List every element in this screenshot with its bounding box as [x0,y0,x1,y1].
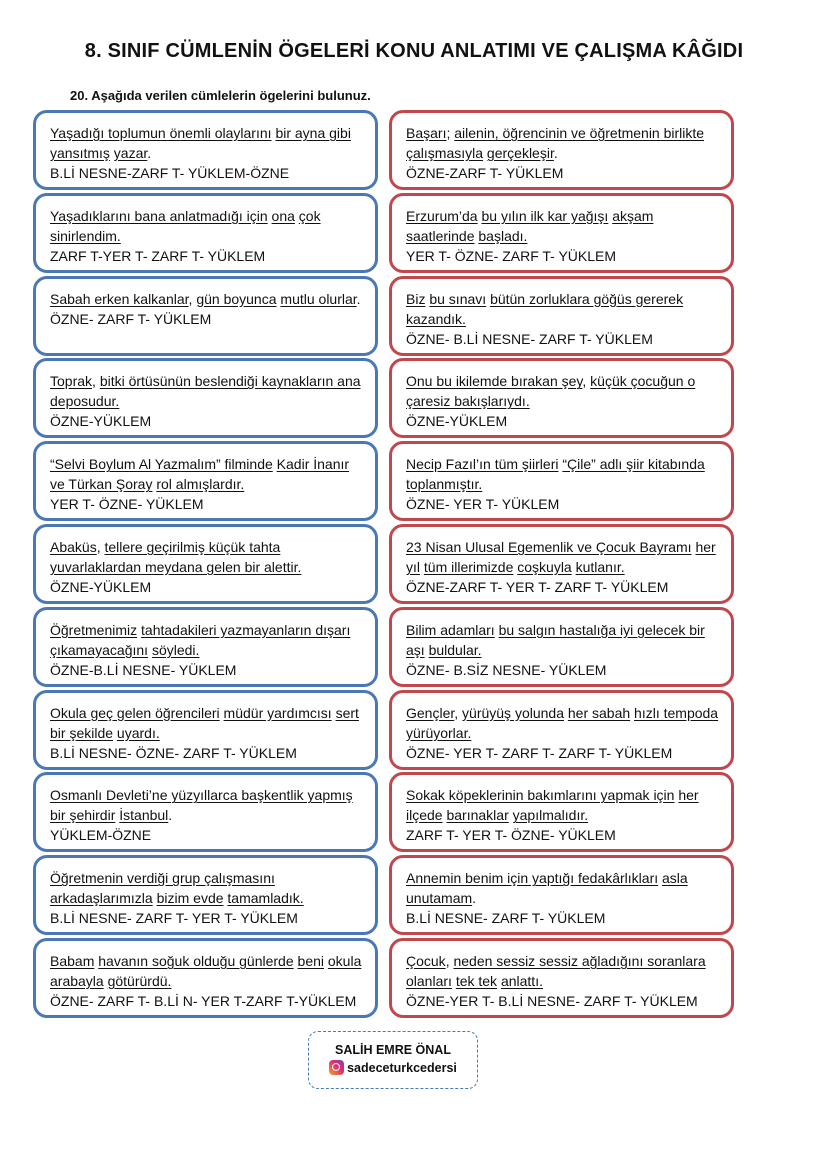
sentence-element: çok [298,207,321,224]
answer-text: ZARF T- YER T- ÖZNE- YÜKLEM [406,827,616,844]
sentence-element: olanları [406,973,452,989]
sentence-element: bütün zorluklara göğüs gererek [490,290,684,307]
social-handle-row [309,1060,477,1075]
sentence-element: arabayla [50,973,104,989]
left-sentence-box-8 [33,690,378,770]
page-title: 8. SINIF CÜMLENİN ÖGELERİ KONU ANLATIMI VE ÇALIŞMA KÂĞIDI [84,40,744,62]
sentence-element: buldular. [428,641,482,658]
left-sentence-box-3 [33,276,378,356]
sentence-text [50,785,363,825]
answer-text: ÖZNE- ZARF T- B.Lİ N- YER T-ZARF T-YÜKLEM [50,993,357,1009]
sentence-element: bizim evde [156,890,224,907]
answer-text: YÜKLEM-ÖZNE [50,827,152,844]
sentence-text [50,703,363,743]
sentence-element: söyledi. [151,641,200,658]
sentence-element: neden sessiz sessiz ağladığını soranlara [453,953,706,969]
sentence-element: uyardı. [116,724,160,741]
sentence-element: Yaşadıklarını bana anlatmadığı için [50,207,268,224]
sentence-element: Öğretmenimiz [50,621,138,638]
sentence-element: götürürdü. [107,973,172,989]
sentence-text [406,868,719,908]
sentence-element: Abaküs [50,539,97,555]
instagram-handle: sadeceturkcedersi [347,1060,457,1075]
sentence-element: bitki örtüsünün beslendiği kaynakların ana deposudur. [50,373,361,410]
sentence-text [406,951,719,991]
sentence-element: yapılmalıdır. [512,807,589,824]
right-sentence-box-4 [389,358,734,438]
answer-text: B.Lİ NESNE- ZARF T- YER T- YÜKLEM [50,910,298,927]
sentence-text [406,371,719,411]
sentence-element: Gençler [406,704,455,721]
sentence-separator: ; [446,125,455,141]
sentence-element: Onu bu ikilemde bırakan şey [406,373,583,390]
sentence-element: tamamladık. [227,890,304,907]
sentence-element: kazandık. [406,310,466,327]
sentence-element: Öğretmenin verdiği grup çalışmasını arkadaşlarımızla [50,870,275,907]
answer-text: ÖZNE-YER T- B.Lİ NESNE- ZARF T- YÜKLEM [406,993,698,1009]
sentence-text [50,620,363,660]
left-sentence-box-9 [33,772,378,852]
right-sentence-box-10 [389,855,734,935]
sentence-text [50,289,363,309]
sentence-separator: , [92,373,100,390]
sentence-text [50,206,363,246]
sentence-element: mutlu olurlar [280,290,357,307]
right-sentence-box-8 [389,690,734,770]
sentence-element: bu sınavı [429,290,487,307]
sentence-element: hızlı tempoda [634,704,719,721]
left-sentence-box-6 [33,524,378,604]
answer-text: ÖZNE-B.Lİ NESNE- YÜKLEM [50,661,237,678]
sentence-text [50,868,363,908]
sentence-text [406,123,719,163]
sentence-element: yazar [113,145,148,161]
sentence-separator: , [454,704,463,721]
sentence-element: müdür yardımcısı [223,704,332,721]
sentence-separator: . [472,890,477,907]
left-sentence-box-5 [33,441,378,521]
sentence-separator: . [356,290,361,307]
sentence-element: Yaşadığı toplumun önemli olaylarını [50,125,272,141]
sentence-element: Toprak [50,373,93,390]
sentence-element: sinirlendim. [50,227,121,244]
question-instruction: 20. Aşağıda verilen cümlelerin ögelerini bulunuz. [70,88,371,103]
sentence-element: Sabah erken kalkanlar [50,290,189,307]
sentence-text [50,123,363,163]
sentence-element: beni [297,953,324,969]
sentence-text [50,537,363,577]
right-sentence-box-7 [389,607,734,687]
right-sentence-box-5 [389,441,734,521]
answer-text: B.Lİ NESNE- ÖZNE- ZARF T- YÜKLEM [50,744,297,761]
sentence-element: okula [327,953,362,969]
sentence-separator: , [582,373,591,390]
sentence-text [50,951,363,991]
right-sentence-box-2 [389,193,734,273]
sentence-separator: . [147,145,152,161]
answer-text: ÖZNE-YÜKLEM [406,413,508,430]
sentence-element: yürüyüş yolunda [462,704,564,721]
sentence-element: ailenin, öğrencinin ve öğretmenin birlikte çalışmasıyla [406,125,705,161]
sentence-element: Bilim adamları [406,621,495,638]
sentence-element: her ilçede [406,787,699,824]
sentence-element: rol almışlardır. [156,476,245,493]
answer-text: ÖZNE- B.SİZ NESNE- YÜKLEM [406,661,607,678]
sentence-element: Kadir İnanır ve Türkan Şoray [50,456,350,493]
right-sentence-box-1 [389,110,734,190]
sentence-element: İstanbul [119,807,169,824]
sentence-element: “Çile” adlı şiir kitabında [562,456,705,473]
sentence-element: coşkuyla [517,559,572,575]
sentence-element: 23 Nisan Ulusal Egemenlik ve Çocuk Bayramı [406,539,692,555]
sentence-element: başladı. [478,227,528,244]
right-sentence-box-9 [389,772,734,852]
sentence-element: Biz [406,290,426,307]
sentence-element: ona [271,207,295,224]
sentence-element: tellere geçirilmiş küçük tahta yuvarlaklardan meydana gelen bir alettir. [50,539,302,575]
sentence-element: Babam [50,953,95,969]
sentence-element: bir ayna gibi yansıtmış [50,125,351,161]
sentence-separator: , [96,539,105,555]
sentence-element: küçük çocuğun o çaresiz bakışlarıydı. [406,373,696,410]
sentence-element: anlattı. [500,973,543,989]
sentence-element: toplanmıştır. [406,476,483,493]
sentence-separator: . [553,145,558,161]
sentence-element: asla [662,870,688,887]
left-sentence-box-7 [33,607,378,687]
answer-text: B.Lİ NESNE- ZARF T- YÜKLEM [406,910,606,927]
sentence-element: sert bir şekilde [50,704,359,741]
instagram-icon [329,1060,344,1075]
sentence-element: her yıl [406,539,716,575]
answer-text: ÖZNE- B.Lİ NESNE- ZARF T- YÜKLEM [406,330,653,347]
sentence-separator: , [445,953,454,969]
sentence-text [406,289,719,329]
left-sentence-box-1 [33,110,378,190]
answer-text: ZARF T-YER T- ZARF T- YÜKLEM [50,247,266,264]
sentence-element: barınaklar [446,807,509,824]
left-sentence-box-2 [33,193,378,273]
sentence-text [406,703,719,743]
sentence-element: Annemin benim için yaptığı fedakârlıkları [406,870,659,887]
left-sentence-box-4 [33,358,378,438]
sentence-element: tahtadakileri yazmayanların dışarı çıkamayacağını [50,621,351,658]
sentence-element: Çocuk [406,953,446,969]
sentence-element: Okula geç gelen öğrencileri [50,704,220,721]
right-sentence-box-3 [389,276,734,356]
sentence-element: Necip Fazıl’ın tüm şiirleri [406,456,559,473]
sentence-element: Osmanlı Devleti’ne yüzyıllarca başkentlik yapmış bir şehirdir [50,787,353,824]
sentence-element: tüm illerimizde [423,559,514,575]
answer-text: ÖZNE- YER T- YÜKLEM [406,496,560,513]
sentence-element: Erzurum’da [406,207,478,224]
sentence-element: Başarı [406,125,447,141]
right-sentence-box-6 [389,524,734,604]
left-sentence-box-10 [33,855,378,935]
sentence-element: kutlanır. [575,559,625,575]
sentence-element: tek tek [455,973,498,989]
author-signature [308,1031,478,1089]
answer-text: ÖZNE-YÜKLEM [50,579,152,595]
sentence-element: Sokak köpeklerinin bakımlarını yapmak için [406,787,675,804]
answer-text: YER T- ÖZNE- ZARF T- YÜKLEM [406,247,617,264]
sentence-text [406,454,719,494]
sentence-text [406,785,719,825]
answer-text: ÖZNE- YER T- ZARF T- ZARF T- YÜKLEM [406,744,673,761]
sentence-element: yürüyorlar. [406,724,472,741]
author-name: SALİH EMRE ÖNAL [335,1043,451,1057]
sentence-element: havanın soğuk olduğu günlerde [98,953,294,969]
answer-text: ÖZNE-ZARF T- YER T- ZARF T- YÜKLEM [406,579,669,595]
sentence-element: bu salgın hastalığa iyi gelecek bir aşı [406,621,705,658]
answer-text: ÖZNE-ZARF T- YÜKLEM [406,165,564,181]
sentence-text [406,206,719,246]
sentence-separator: . [168,807,173,824]
sentence-separator: , [188,290,197,307]
sentence-element: her sabah [567,704,631,721]
sentence-element: “Selvi Boylum Al Yazmalım” filminde [50,456,273,473]
sentence-element: unutamam [406,890,473,907]
right-sentence-box-11 [389,938,734,1018]
sentence-element: gerçekleşir [486,145,554,161]
answer-text: B.Lİ NESNE-ZARF T- YÜKLEM-ÖZNE [50,165,290,181]
sentence-text [50,454,363,494]
sentence-text [406,537,719,577]
sentence-element: akşam saatlerinde [406,207,654,244]
sentence-text [50,371,363,411]
answer-text: ÖZNE-YÜKLEM [50,413,152,430]
left-sentence-box-11 [33,938,378,1018]
answer-text: YER T- ÖZNE- YÜKLEM [50,496,204,513]
sentence-element: gün boyunca [196,290,277,307]
sentence-element: bu yılın ilk kar yağışı [481,207,609,224]
sentence-text [406,620,719,660]
answer-text: ÖZNE- ZARF T- YÜKLEM [50,310,212,327]
